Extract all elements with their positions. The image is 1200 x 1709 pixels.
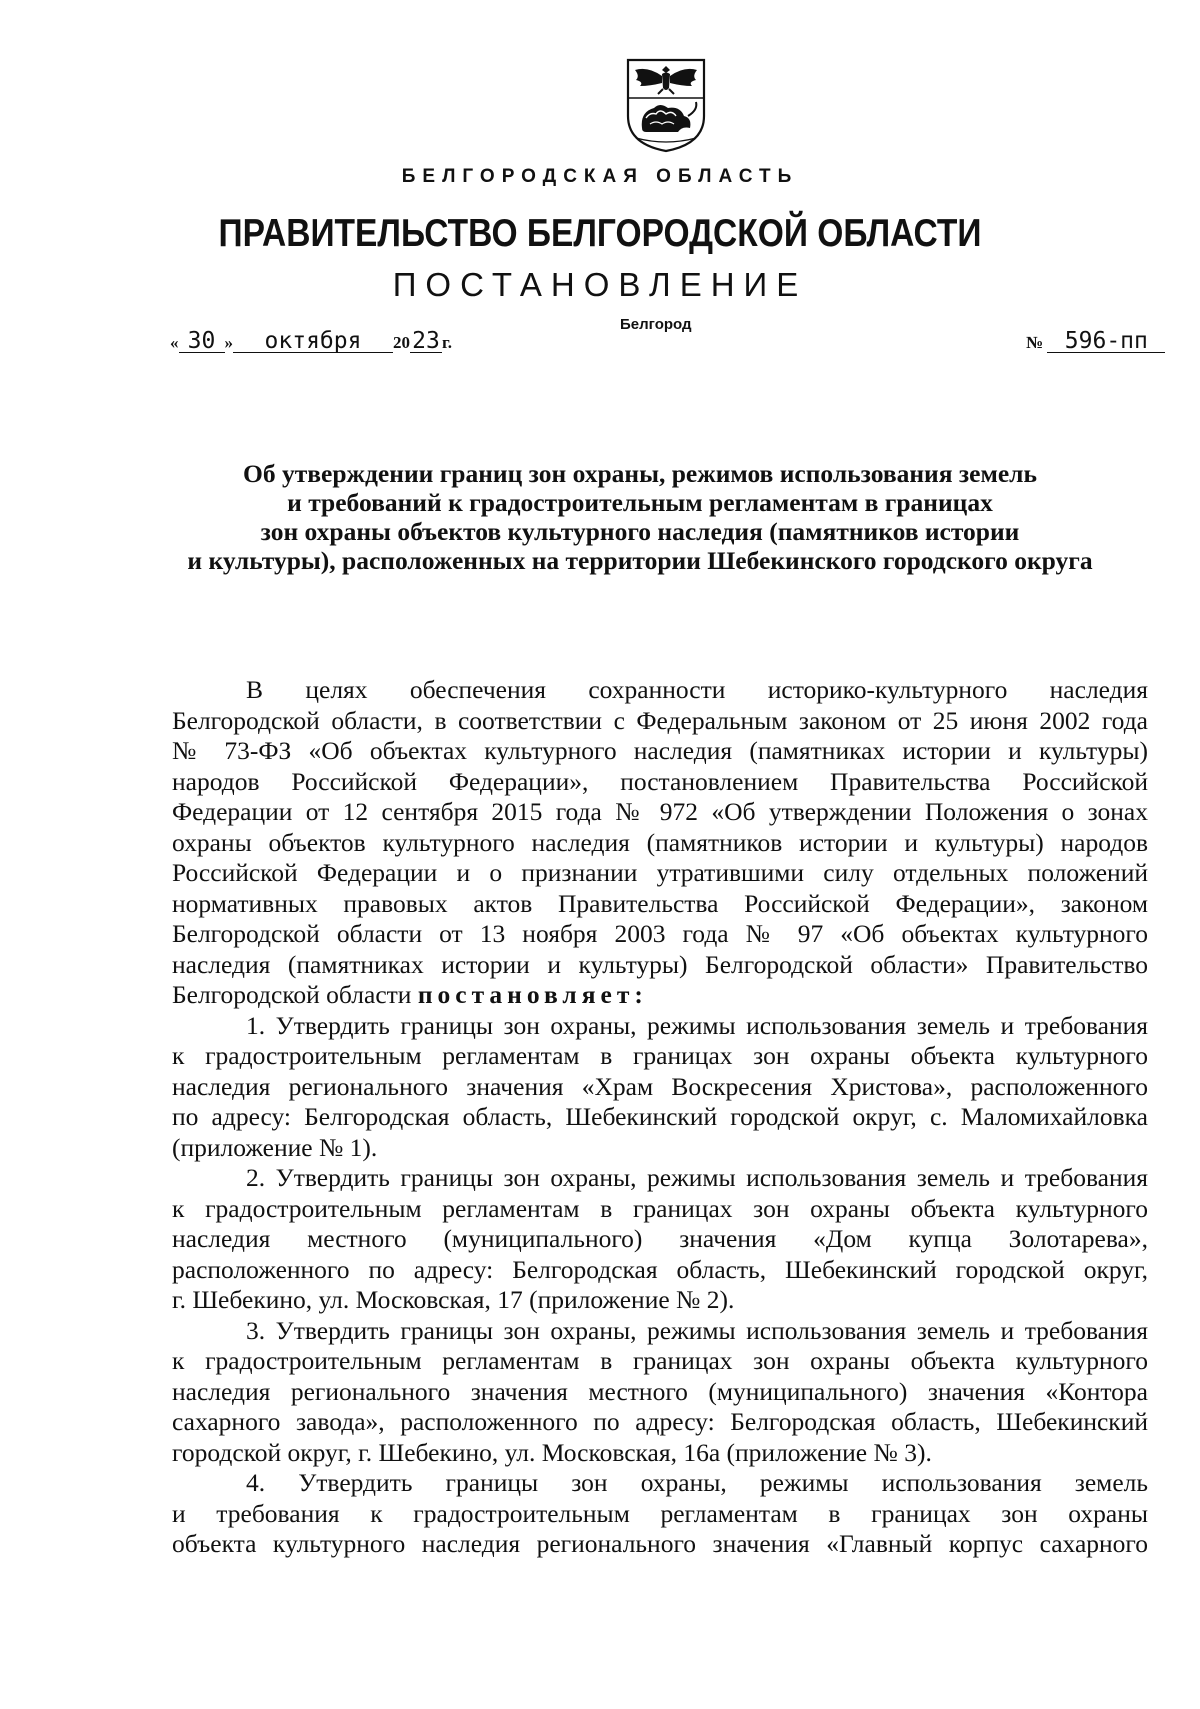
item-4-line: 4. Утвердить границы зон охраны, режимы использования земель bbox=[246, 1468, 1148, 1497]
item-3-line: 3. Утвердить границы зон охраны, режимы использования земель и требования bbox=[246, 1315, 1148, 1345]
item-4-line: и требования к градостроительным регламентам в границах зон охраны bbox=[172, 1498, 1148, 1528]
item-1-line: (приложение № 1). bbox=[172, 1132, 378, 1162]
number-value: 596-пп bbox=[1047, 330, 1165, 353]
preamble-final-line bbox=[172, 980, 1148, 1011]
title-line: зон охраны объектов культурного наследия (памятников истории bbox=[260, 517, 1020, 546]
region-name: БЕЛГОРОДСКАЯ ОБЛАСТЬ bbox=[401, 166, 799, 187]
resolves-keyword: постановляет: bbox=[417, 980, 648, 1009]
date-year-mark: г. bbox=[442, 333, 453, 352]
date-close-quote: » bbox=[224, 333, 233, 352]
title-line: и культуры), расположенных на территории Шебекинского городского округа bbox=[187, 546, 1093, 575]
preamble-final-text: Белгородской области bbox=[172, 980, 418, 1009]
item-3-line: наследия регионального значения местного (муниципального) значения «Контора bbox=[172, 1376, 1148, 1406]
preamble-line: Белгородской области от 13 ноября 2003 года № 97 «Об объектах культурного bbox=[172, 919, 1148, 948]
date-day: 30 bbox=[179, 330, 225, 353]
document-body bbox=[172, 675, 1148, 1560]
document-type: ПОСТАНОВЛЕНИЕ bbox=[392, 266, 808, 303]
date-year-prefix: 20 bbox=[393, 333, 410, 352]
government-name: ПРАВИТЕЛЬСТВО БЕЛГОРОДСКОЙ ОБЛАСТИ bbox=[218, 212, 982, 255]
number-sign: № bbox=[1026, 333, 1044, 352]
item-4-line: объекта культурного наследия регионального значения «Главный корпус сахарного bbox=[172, 1529, 1148, 1558]
document-title bbox=[150, 459, 1130, 575]
item-1-line: к градостроительным регламентам в границах зон охраны объекта культурного bbox=[172, 1041, 1148, 1070]
preamble-line: нормативных правовых актов Правительства Российской Федерации», законом bbox=[172, 888, 1148, 918]
preamble-line: Российской Федерации и о признании утратившими силу отдельных положений bbox=[172, 858, 1148, 887]
title-line: и требований к градостроительным регламентам в границах bbox=[287, 488, 993, 517]
preamble-line: В целях обеспечения сохранности историко-культурного наследия bbox=[246, 675, 1148, 704]
item-2-line: 2. Утвердить границы зон охраны, режимы использования земель и требования bbox=[246, 1163, 1148, 1192]
city-name: Белгород bbox=[620, 316, 692, 333]
preamble-line: Федерации от 12 сентября 2015 года № 972 «Об утверждении Положения о зонах bbox=[172, 797, 1148, 826]
preamble-line: наследия (памятниках истории и культуры) Белгородской области» Правительство bbox=[172, 949, 1148, 979]
date-year-suffix: 23 bbox=[410, 330, 442, 353]
document-date bbox=[170, 330, 452, 353]
item-1-line: 1. Утвердить границы зон охраны, режимы использования земель и требования bbox=[246, 1010, 1148, 1040]
preamble-line: № 73-ФЗ «Об объектах культурного наследия (памятниках истории и культуры) bbox=[172, 736, 1148, 765]
item-2-line: наследия местного (муниципального) значения «Дом купца Золотарева», bbox=[172, 1224, 1148, 1253]
item-3-line: к градостроительным регламентам в границах зон охраны объекта культурного bbox=[172, 1346, 1148, 1375]
date-month: октября bbox=[233, 330, 393, 353]
title-line: Об утверждении границ зон охраны, режимов использования земель bbox=[243, 459, 1037, 488]
item-2-line: г. Шебекино, ул. Московская, 17 (приложение № 2). bbox=[172, 1285, 735, 1314]
preamble-line: Белгородской области, в соответствии с Федеральным законом от 25 июня 2002 года bbox=[172, 705, 1148, 735]
item-2-line: к градостроительным регламентам в границах зон охраны объекта культурного bbox=[172, 1193, 1148, 1223]
belgorod-coat-of-arms-icon bbox=[622, 56, 710, 154]
item-3-line: сахарного завода», расположенного по адресу: Белгородская область, Шебекинский bbox=[172, 1407, 1148, 1436]
preamble-line: народов Российской Федерации», постановлением Правительства Российской bbox=[172, 766, 1148, 796]
item-1-line: наследия регионального значения «Храм Воскресения Христова», расположенного bbox=[172, 1071, 1148, 1101]
item-2-line: расположенного по адресу: Белгородская область, Шебекинский городской округ, bbox=[172, 1254, 1148, 1284]
item-3-line: городской округ, г. Шебекино, ул. Московская, 16а (приложение № 3). bbox=[172, 1437, 932, 1467]
item-1-line: по адресу: Белгородская область, Шебекинский городской округ, с. Маломихайловка bbox=[172, 1102, 1148, 1131]
document-number bbox=[1026, 330, 1165, 353]
date-open-quote: « bbox=[170, 333, 179, 352]
preamble-line: охраны объектов культурного наследия (памятников истории и культуры) народов bbox=[172, 827, 1148, 857]
